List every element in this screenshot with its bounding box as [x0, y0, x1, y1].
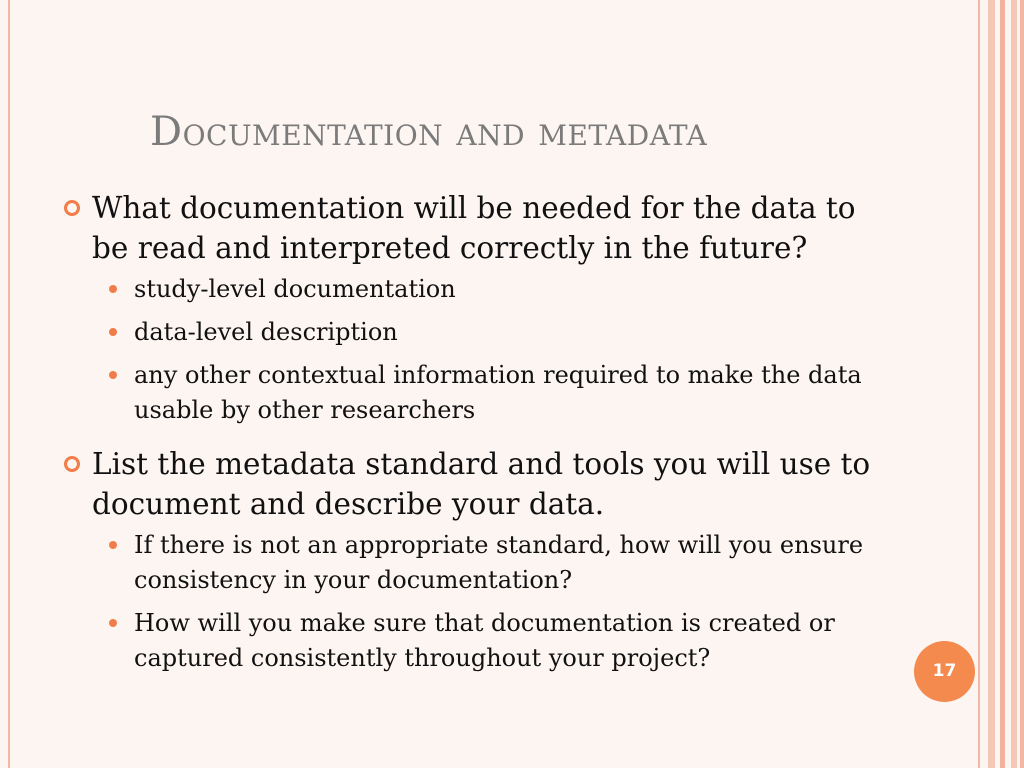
right-decorative-stripe [1000, 0, 1005, 768]
sub-bullet-item [60, 358, 900, 428]
right-decorative-stripe [1020, 0, 1024, 768]
dot-bullet-icon [109, 371, 117, 379]
sub-bullet-text: data-level description [134, 318, 398, 346]
sub-bullet-item [60, 606, 900, 676]
sub-bullet-item [60, 528, 900, 598]
sub-bullet-item [60, 272, 900, 307]
slide-content [60, 188, 900, 684]
dot-bullet-icon [109, 619, 117, 627]
sub-bullet-text: If there is not an appropriate standard, how will you ensure consistency in your documentation? [134, 531, 864, 594]
dot-bullet-icon [109, 285, 117, 293]
right-decorative-stripe [978, 0, 980, 768]
sub-bullet-text: study-level documentation [134, 275, 456, 303]
dot-bullet-icon [109, 328, 117, 336]
bullet-item [60, 444, 900, 524]
sub-bullet-text: How will you make sure that documentation is created or captured consistently throughout your project? [134, 609, 835, 672]
bullet-text: List the metadata standard and tools you will use to document and describe your data. [92, 447, 871, 521]
sub-bullet-item [60, 315, 900, 350]
spacer [60, 436, 900, 444]
ring-bullet-icon [64, 200, 80, 216]
slide-title: Documentation and metadata [150, 109, 708, 155]
dot-bullet-icon [109, 541, 117, 549]
page-number-badge: 17 [914, 641, 975, 702]
sub-bullet-text: any other contextual information required to make the data usable by other researchers [134, 361, 862, 424]
bullet-item [60, 188, 900, 268]
bullet-text: What documentation will be needed for the data to be read and interpreted correctly in the future? [92, 191, 856, 265]
ring-bullet-icon [64, 456, 80, 472]
right-decorative-stripe [988, 0, 995, 768]
left-decorative-rule [8, 0, 10, 768]
right-decorative-stripe [1011, 0, 1017, 768]
